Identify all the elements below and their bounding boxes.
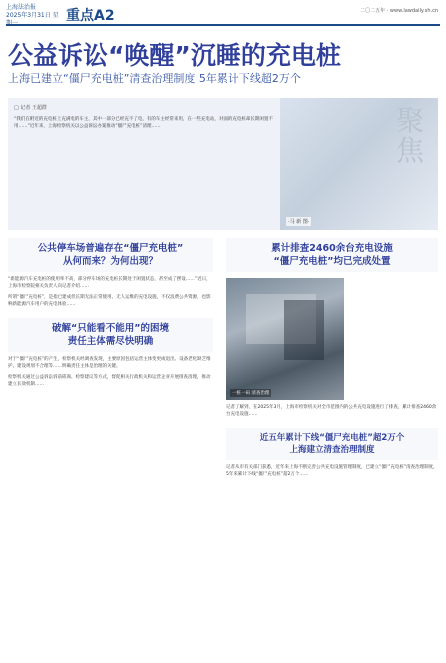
left-headline-2 [8, 318, 213, 352]
page-title: 公益诉讼“唤醒”沉睡的充电桩 [8, 41, 341, 70]
right-headline-2 [226, 428, 438, 460]
byline: □ 记者 王超群 [14, 105, 47, 111]
issue-date: 2025年3月31日 星 [6, 12, 59, 19]
headline-sub: 责任主体需尽快明确 [67, 336, 154, 347]
article-paragraph: “新能源汽车充电桩的使用率不高，部分停车场的充电桩长期处于闲置状态，甚至成了摆设……”近日，上海市检察院相关负责人向记者介绍…… [8, 277, 211, 289]
headline: 累计排查2460余台充电设施 [271, 243, 393, 254]
headline: 近五年累计下线“僵尸充电桩”超2万个 [259, 433, 405, 443]
article-paragraph: 检察机关通过公益诉讼诉前磋商、检察建议等方式，督促相关行政机关和运营企业开展排查清理，推动建立长效机制…… [8, 375, 211, 387]
photo-caption: 一桩一码 清查治理 [232, 391, 270, 396]
headline-sub: 上海建立清查治理制度 [289, 445, 375, 455]
header-right-info: 二〇二五年 · www.lawdaily.sh.cn [360, 8, 438, 14]
right-headline-1 [226, 238, 438, 272]
header-rule [6, 24, 440, 26]
calligraphy-text: 聚焦 [396, 104, 425, 167]
section-label: 重点A2 [66, 8, 115, 24]
headline-sub: “僵尸充电桩”均已完成处置 [273, 256, 391, 267]
left-column [8, 238, 213, 388]
article-paragraph: 对于“僵尸充电桩”的产生，检察机关经调查发现，主要原因包括运营主体变更或退出、设备老化缺乏维护、建设规划不合理等……明确责任主体是治理的关键。 [8, 357, 211, 369]
headline: 公共停车场普遍存在“僵尸充电桩” [37, 243, 184, 254]
charging-station-photo [226, 278, 344, 400]
article-paragraph: 记者了解到，在2025年3月，上海市检察机关对全市范围内的公共充电设施进行了排查，累计排查2460余台充电设施…… [226, 405, 437, 417]
article-paragraph: 所谓“僵尸充电桩”，是指已建成但长期无法正常使用、无人运维的充电设施，不仅浪费公共资源，也影响新能源汽车用户的充电体验…… [8, 295, 211, 307]
photo-caption: ·马 新 图· [288, 219, 310, 225]
article-paragraph: 记者从市有关部门获悉，近年来上海不断完善公共充电设施管理制度，已建立“僵尸充电桩”清查治理制度，5年来累计下线“僵尸充电桩”超2万个…… [226, 465, 438, 477]
headline-sub: 从何而来？为何出现？ [62, 256, 158, 267]
paper-name: 上海法治报 [6, 4, 37, 11]
headline: 破解“只能看不能用”的困境 [52, 323, 169, 334]
lead-intro: “我们在附近的充电桩上充满电的车主，其中一部分已经充不了电，有的车主经常来用，在一些充电站，对面的充电桩却长期闲置不用……”近年来，上海检察机关以公益诉讼办案推动“僵尸充电桩”清理…… [14, 117, 273, 129]
page-subtitle: 上海已建立“僵尸充电桩”清查治理制度 5年累计下线超2万个 [8, 72, 301, 85]
photo-charger [284, 300, 324, 360]
lead-photo [280, 98, 438, 230]
left-headline-1 [8, 238, 213, 272]
lead-block [8, 98, 438, 230]
page-header [0, 0, 446, 28]
right-column [226, 238, 438, 478]
